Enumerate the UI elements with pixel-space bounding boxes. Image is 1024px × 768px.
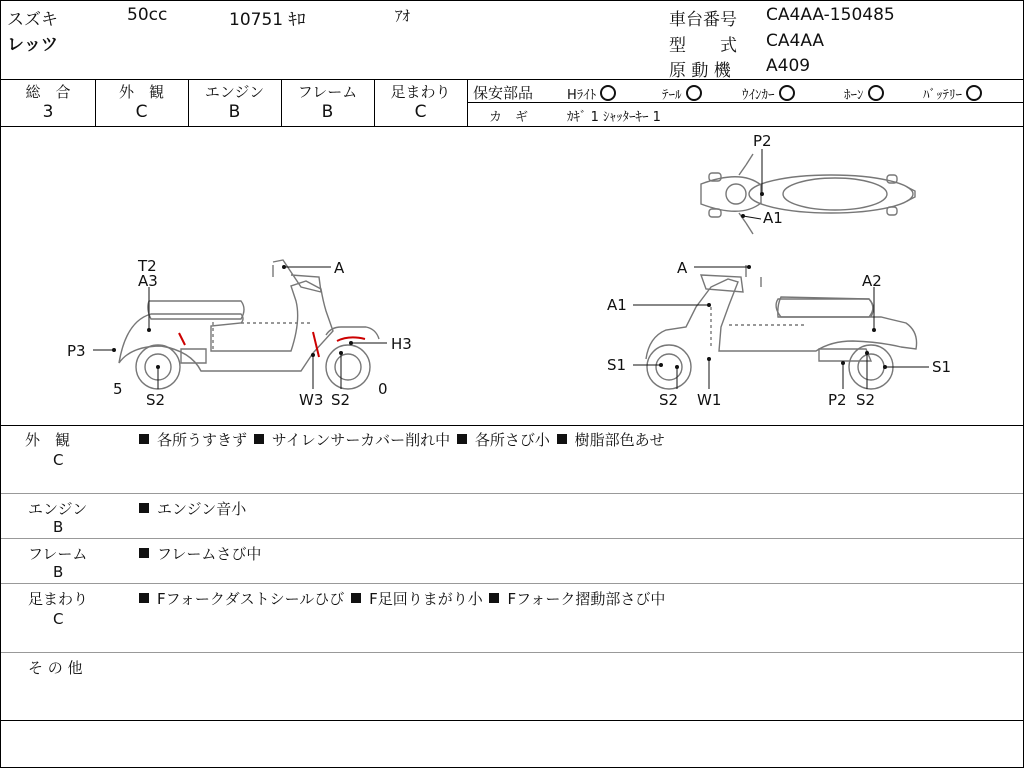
color: ｱｵ [395, 7, 411, 25]
frame-no-label: 車台番号 [669, 10, 737, 30]
mileage: 10751 ｷﾛ [229, 10, 306, 30]
model-code-label: 型 式 [669, 36, 737, 56]
divider [1, 425, 1023, 426]
displacement: 50cc [127, 5, 168, 25]
ok-mark-icon [966, 85, 982, 101]
diag-label-s2: S2 [331, 391, 351, 409]
key-label: カ ギ [489, 110, 529, 125]
diag-label-s2: S2 [146, 391, 166, 409]
diag-label-p3: P3 [67, 342, 86, 360]
divider [1, 720, 1023, 721]
divider [1, 538, 1023, 539]
damage-diagram [1, 127, 1023, 425]
divider [1, 493, 1023, 494]
bullet-icon [139, 548, 149, 558]
note-items-suspension: Fフォークダストシールひび F足回りまがり小 Fフォーク摺動部さび中 [137, 588, 665, 609]
diag-label-a: A [677, 259, 688, 277]
diag-label-a: A [334, 259, 345, 277]
bullet-icon [457, 434, 467, 444]
frame-no: CA4AA-150485 [766, 5, 895, 25]
engine-label: 原 動 機 [669, 61, 731, 81]
diag-label-s1: S1 [607, 356, 627, 374]
grade-frame-label: フレーム [297, 83, 358, 101]
diag-label-s2: S2 [659, 391, 679, 409]
divider [1, 652, 1023, 653]
note-items-frame: フレームさび中 [137, 543, 261, 564]
note-grade-frame: B [53, 563, 64, 581]
grade-frame-value: B [321, 102, 334, 122]
diag-label-s1: S1 [932, 358, 952, 376]
note-grade-suspension: C [53, 610, 64, 628]
bullet-icon [254, 434, 264, 444]
note-category-exterior: 外 観 [25, 431, 71, 449]
note-category-suspension: 足まわり [28, 590, 89, 608]
grade-exterior-value: C [135, 102, 148, 122]
note-category-other: そ の 他 [28, 659, 83, 677]
divider [1, 583, 1023, 584]
maker: スズキ [7, 10, 58, 30]
key-value: ｶｷﾞ 1 ｼｬｯﾀｰｷｰ 1 [567, 110, 661, 125]
note-items-exterior: 各所うすきず サイレンサーカバー削れ中 各所さび小 樹脂部色あせ [137, 429, 665, 450]
diag-label-a1: A1 [607, 296, 627, 314]
safety-item-battery: ﾊﾞｯﾃﾘｰ [923, 84, 982, 103]
bullet-icon [139, 593, 149, 603]
diag-label-a2: A2 [862, 272, 882, 290]
safety-item-horn: ﾎｰﾝ [844, 84, 884, 103]
grade-total-value: 3 [42, 102, 54, 122]
safety-item-tail: ﾃｰﾙ [662, 84, 702, 103]
diag-label-w3: W3 [299, 391, 324, 409]
grade-suspension-value: C [414, 102, 427, 122]
diag-label-5: 5 [113, 380, 123, 398]
ok-mark-icon [600, 85, 616, 101]
ok-mark-icon [868, 85, 884, 101]
model-name: レッツ [7, 35, 58, 55]
safety-item-winker: ｳｲﾝｶｰ [742, 84, 795, 103]
note-category-engine: エンジン [28, 500, 88, 518]
diag-label-h3: H3 [391, 335, 412, 353]
note-items-engine: エンジン音小 [137, 498, 246, 519]
diag-label-t2: T2 [138, 257, 157, 275]
engine-code: A409 [766, 56, 811, 76]
bullet-icon [557, 434, 567, 444]
diag-label-p2: P2 [828, 391, 847, 409]
bullet-icon [139, 503, 149, 513]
safety-item-headlight: Hﾗｲﾄ [567, 84, 616, 103]
bullet-icon [351, 593, 361, 603]
note-category-frame: フレーム [28, 545, 88, 563]
diag-label-a1: A1 [763, 209, 783, 227]
grade-engine-value: B [228, 102, 241, 122]
diag-label-w1: W1 [697, 391, 722, 409]
note-grade-engine: B [53, 518, 64, 536]
ok-mark-icon [779, 85, 795, 101]
model-code: CA4AA [766, 31, 825, 51]
ok-mark-icon [686, 85, 702, 101]
note-grade-exterior: C [53, 451, 64, 469]
grade-engine-label: エンジン [204, 83, 265, 101]
safety-label: 保安部品 [473, 84, 534, 102]
grade-exterior-label: 外 観 [118, 83, 164, 101]
diag-label-a3: A3 [138, 272, 158, 290]
diag-label-p2: P2 [753, 132, 772, 150]
diag-label-s2: S2 [856, 391, 876, 409]
grade-total-label: 総 合 [25, 83, 71, 101]
divider [1, 79, 1023, 80]
grade-suspension-label: 足まわり [390, 83, 451, 101]
bullet-icon [489, 593, 499, 603]
diag-label-0: 0 [378, 380, 388, 398]
bullet-icon [139, 434, 149, 444]
